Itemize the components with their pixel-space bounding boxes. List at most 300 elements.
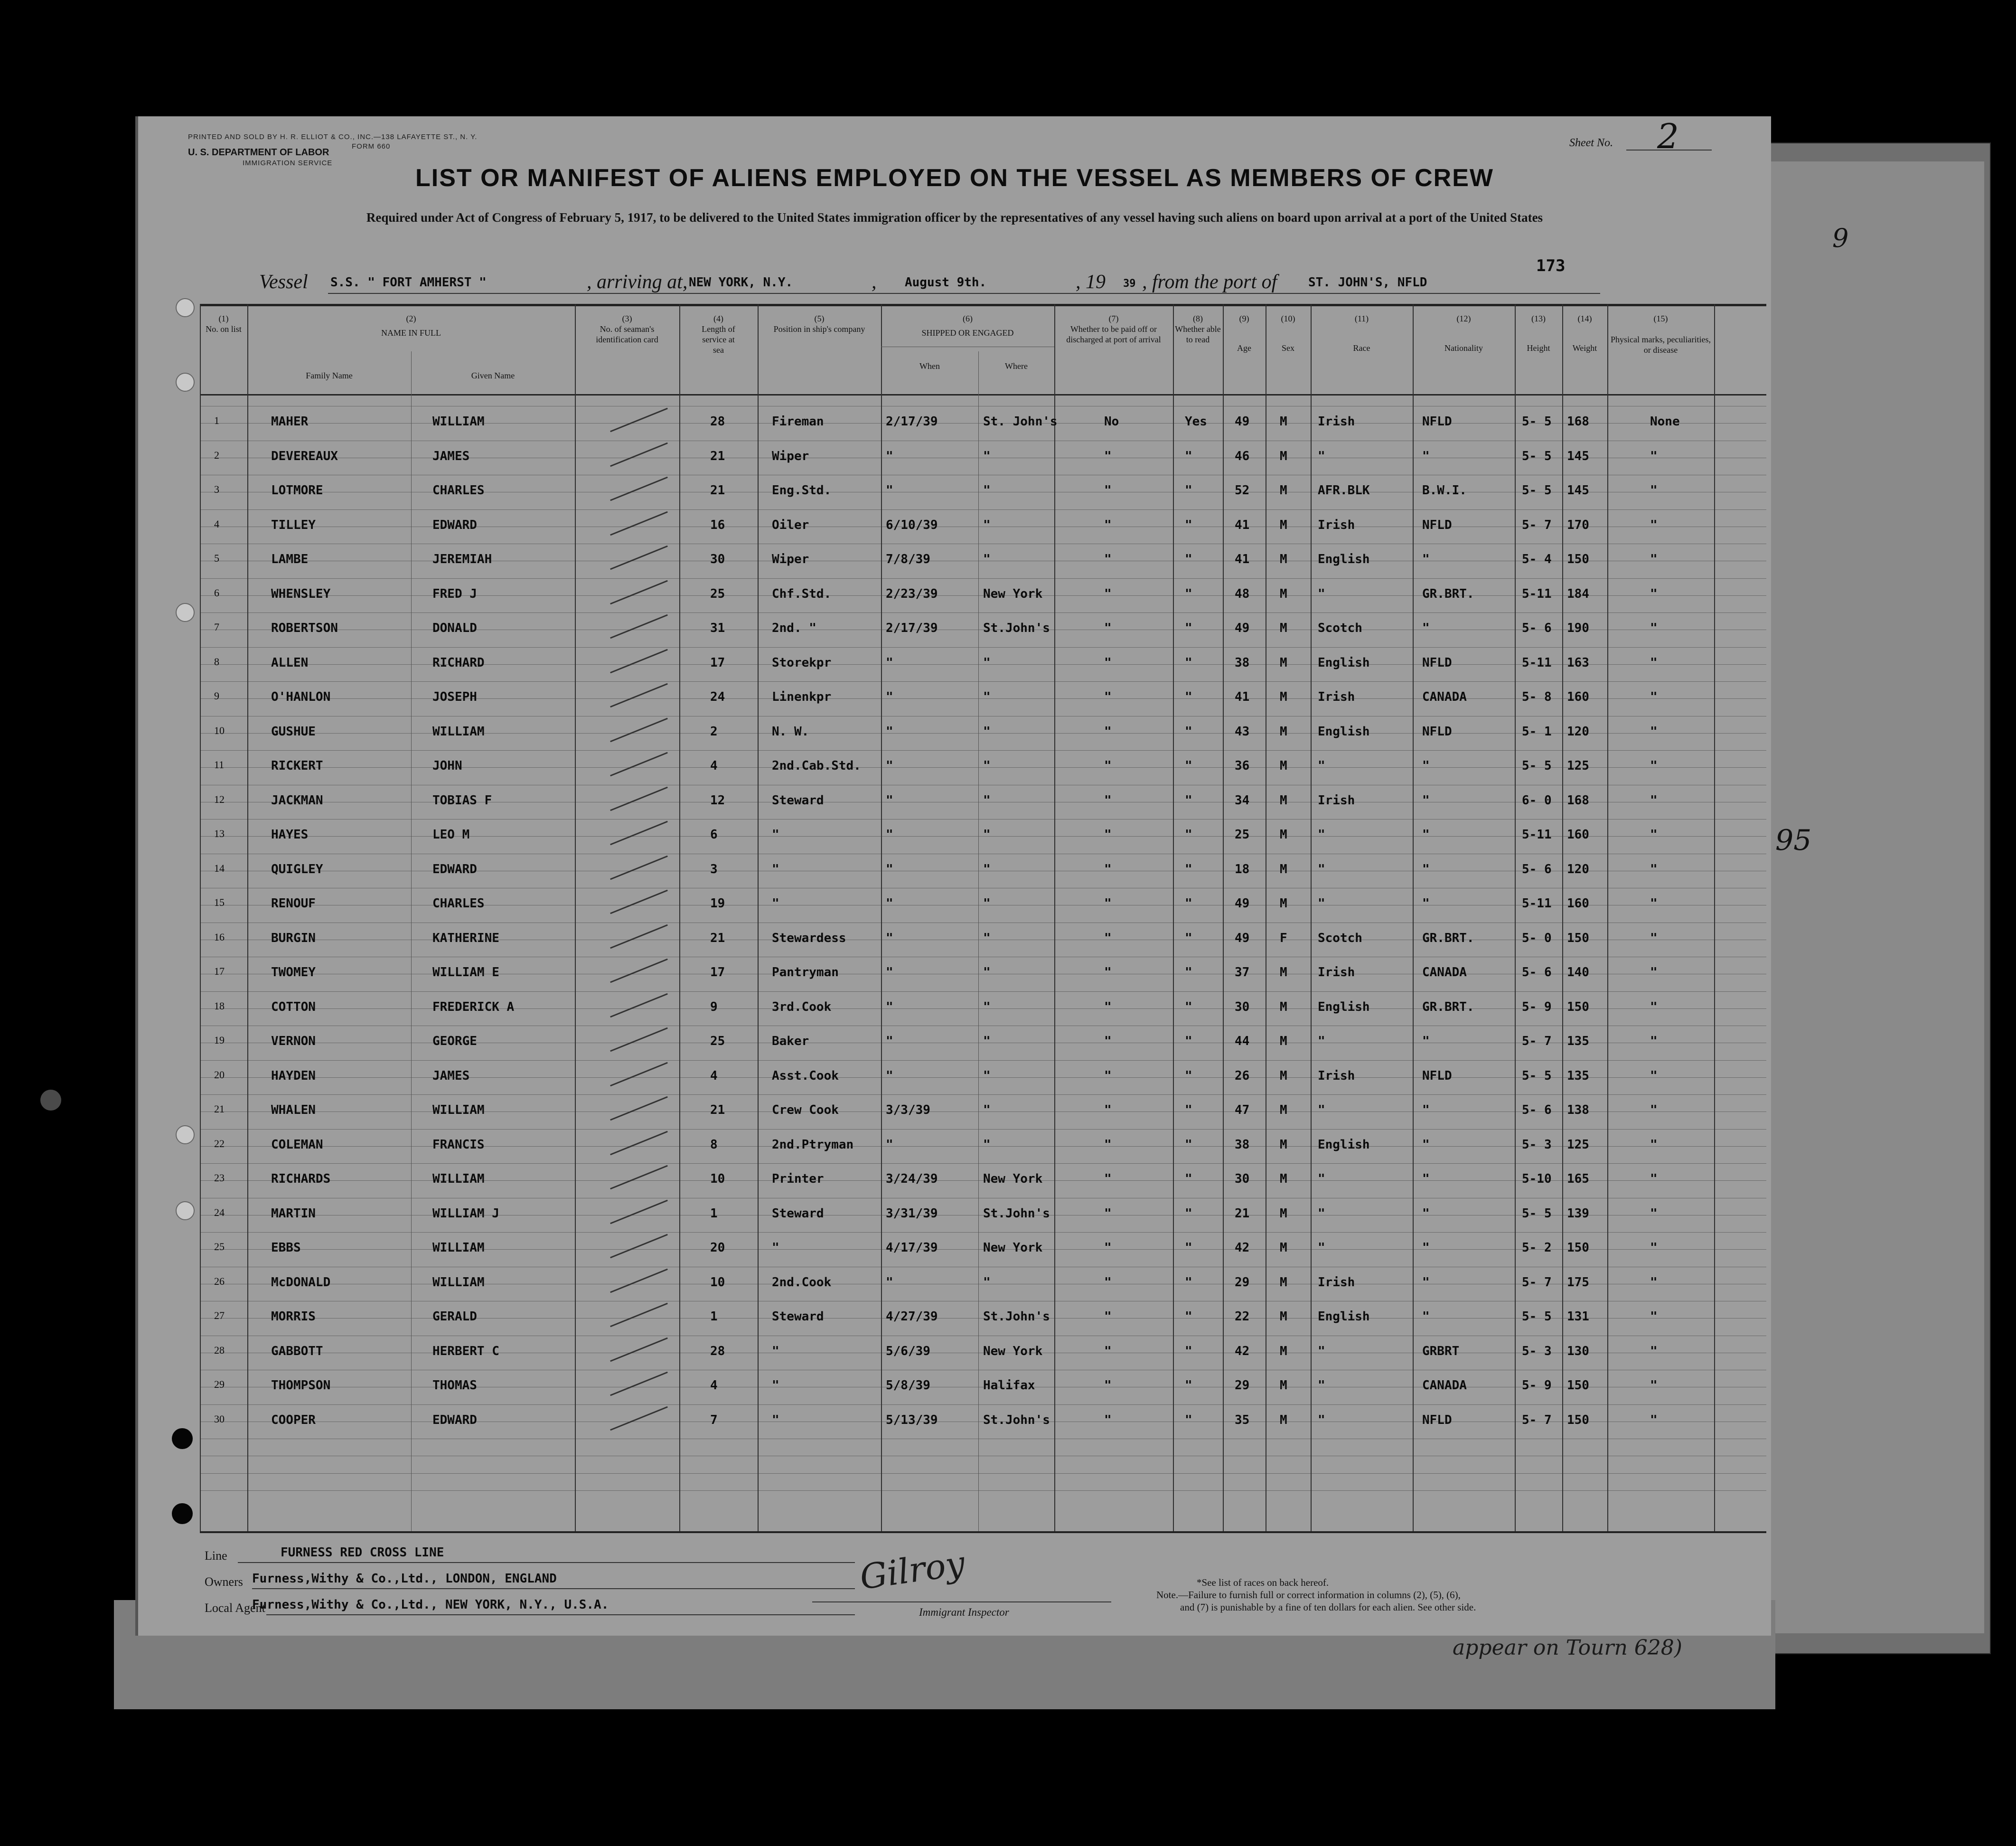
line-label: Line [205, 1549, 227, 1563]
manifest-number: 173 [1536, 256, 1566, 275]
able-to-read: Yes [1185, 414, 1207, 429]
height: 5- 2 [1522, 1241, 1552, 1255]
row-number: 12 [214, 793, 225, 805]
age: 42 [1235, 1344, 1250, 1358]
nationality: CANADA [1422, 1378, 1467, 1393]
col-13-num: (13) [1531, 314, 1546, 323]
nationality: " [1422, 1275, 1430, 1290]
row-number: 5 [214, 552, 219, 564]
race: " [1318, 1034, 1325, 1048]
family-name: GABBOTT [271, 1344, 323, 1358]
weight: 120 [1567, 724, 1589, 739]
shipped-when: 4/17/39 [886, 1241, 938, 1255]
nationality: NFLD [1422, 724, 1452, 739]
shipped-where: " [983, 449, 991, 463]
pencil-tick-mark [610, 890, 668, 914]
able-to-read: " [1185, 1275, 1192, 1290]
shipped-when: 2/17/39 [886, 414, 938, 429]
shipped-when: 4/27/39 [886, 1309, 938, 1324]
weight: 170 [1567, 518, 1589, 532]
col-10-num: (10) [1281, 314, 1295, 323]
punch-hole [176, 1201, 195, 1220]
agent-label: Local Agent [205, 1601, 265, 1615]
length-of-service: 4 [710, 1068, 718, 1083]
shipped-where: New York [983, 1344, 1043, 1358]
shipped-when: " [886, 828, 893, 842]
weight: 160 [1567, 828, 1589, 842]
col-border [1562, 304, 1563, 1531]
height: 5- 7 [1522, 1275, 1552, 1290]
given-name: WILLIAM [432, 724, 485, 739]
nationality: " [1422, 828, 1430, 842]
paid-off: " [1104, 621, 1112, 635]
ruled-line [200, 1163, 1766, 1164]
col-5-num: (5) [814, 314, 825, 323]
sex: M [1280, 1206, 1287, 1221]
from-port: ST. JOHN'S, NFLD [1308, 275, 1427, 290]
able-to-read: " [1185, 1172, 1192, 1186]
sex: M [1280, 999, 1287, 1014]
given-name: THOMAS [432, 1378, 477, 1393]
weight: 130 [1567, 1344, 1589, 1358]
race: Scotch [1318, 621, 1362, 635]
given-name: RICHARD [432, 655, 485, 670]
sheet-underline [1626, 150, 1712, 151]
sex: M [1280, 896, 1287, 911]
given-name: WILLIAM [432, 414, 485, 429]
nationality: " [1422, 1034, 1430, 1048]
nationality: " [1422, 449, 1430, 463]
length-of-service: 8 [710, 1137, 718, 1152]
paid-off: " [1104, 483, 1112, 498]
height: 5- 7 [1522, 1413, 1552, 1427]
race: Irish [1318, 518, 1355, 532]
physical-marks: " [1650, 1413, 1658, 1427]
note-fine: and (7) is punishable by a fine of ten dollars for each alien. See other side. [1180, 1601, 1476, 1613]
row-number: 20 [214, 1068, 225, 1081]
given-name: CHARLES [432, 483, 485, 498]
position: 2nd.Cook [772, 1275, 832, 1290]
col-13-label: Height [1527, 343, 1550, 353]
length-of-service: 17 [710, 655, 725, 670]
family-name: HAYDEN [271, 1068, 316, 1083]
able-to-read: " [1185, 1068, 1192, 1083]
page-subtitle: Required under Act of Congress of February 5, 1917, to be delivered to the United States immigration officer by the representatives of any vessel having such aliens on board upon arrival at a port of the United States [366, 210, 1543, 225]
given-name: WILLIAM [432, 1103, 485, 1117]
family-name: THOMPSON [271, 1378, 331, 1393]
height: 5- 4 [1522, 552, 1552, 566]
col-border [1311, 304, 1312, 1531]
length-of-service: 24 [710, 690, 725, 704]
family-name: MORRIS [271, 1309, 316, 1324]
shipped-where: St. John's [983, 414, 1058, 429]
sex: M [1280, 862, 1287, 876]
weight: 160 [1567, 896, 1589, 911]
weight: 168 [1567, 414, 1589, 429]
nationality: CANADA [1422, 965, 1467, 980]
pencil-tick-mark [610, 786, 668, 810]
ruled-line [200, 1094, 1766, 1095]
height: 5- 5 [1522, 483, 1552, 498]
weight: 145 [1567, 449, 1589, 463]
paid-off: " [1104, 1068, 1112, 1083]
shipped-where: " [983, 1034, 991, 1048]
signature-line [812, 1601, 1111, 1602]
race: Irish [1318, 414, 1355, 429]
row-number: 6 [214, 586, 219, 599]
sex: M [1280, 518, 1287, 532]
weight: 138 [1567, 1103, 1589, 1117]
physical-marks: " [1650, 1068, 1658, 1083]
col-8-num: (8) [1193, 314, 1203, 323]
sex: M [1280, 621, 1287, 635]
pencil-tick-mark [610, 1199, 668, 1224]
page-title: LIST OR MANIFEST OF ALIENS EMPLOYED ON THE VESSEL AS MEMBERS OF CREW [415, 164, 1494, 192]
position: Storekpr [772, 655, 832, 670]
department: U. S. DEPARTMENT OF LABOR [188, 147, 329, 158]
shipped-where: " [983, 518, 991, 532]
physical-marks: None [1650, 414, 1680, 429]
shipped-where: " [983, 724, 991, 739]
physical-marks: " [1650, 828, 1658, 842]
ruled-line [200, 1129, 1766, 1130]
row-number: 27 [214, 1309, 225, 1321]
col-9-header [1223, 313, 1266, 353]
race: AFR.BLK [1318, 483, 1370, 498]
col-9-num: (9) [1239, 314, 1249, 323]
shipped-where: " [983, 690, 991, 704]
race: English [1318, 1137, 1370, 1152]
position: Linenkpr [772, 690, 832, 704]
able-to-read: " [1185, 1309, 1192, 1324]
col-12-header [1413, 313, 1515, 353]
row-number: 1 [214, 414, 219, 426]
ruled-line [200, 509, 1766, 510]
ruled-line [200, 1473, 1766, 1474]
weight: 150 [1567, 999, 1589, 1014]
owners-underline [252, 1588, 855, 1589]
position: Steward [772, 1206, 824, 1221]
paid-off: " [1104, 1206, 1112, 1221]
nationality: GR.BRT. [1422, 999, 1474, 1014]
given-name: EDWARD [432, 1413, 477, 1427]
given-name: WILLIAM J [432, 1206, 499, 1221]
age: 49 [1235, 621, 1250, 635]
col-border [758, 304, 759, 1531]
row-number: 30 [214, 1413, 225, 1425]
race: " [1318, 1413, 1325, 1427]
able-to-read: " [1185, 483, 1192, 498]
able-to-read: " [1185, 655, 1192, 670]
nationality: NFLD [1422, 518, 1452, 532]
able-to-read: " [1185, 931, 1192, 945]
nationality: NFLD [1422, 655, 1452, 670]
paid-off: " [1104, 1275, 1112, 1290]
able-to-read: " [1185, 1378, 1192, 1393]
position: Crew Cook [772, 1103, 839, 1117]
weight: 125 [1567, 1137, 1589, 1152]
col-7-header [1054, 313, 1173, 345]
shipped-when: " [886, 896, 893, 911]
arriving-port: NEW YORK, N.Y. [689, 275, 793, 290]
family-name: RENOUF [271, 896, 316, 911]
pencil-tick-mark [610, 855, 668, 879]
punch-hole [40, 1090, 61, 1111]
col-3-num: (3) [622, 314, 632, 323]
family-name: HAYES [271, 828, 309, 842]
given-name: EDWARD [432, 862, 477, 876]
col-10-label: Sex [1282, 343, 1294, 353]
length-of-service: 1 [710, 1206, 718, 1221]
row-number: 4 [214, 518, 219, 530]
ruled-line [200, 1490, 1766, 1491]
weight: 190 [1567, 621, 1589, 635]
col-11-label: Race [1353, 343, 1370, 353]
col-9-label: Age [1237, 343, 1251, 353]
agent-underline [266, 1614, 855, 1615]
physical-marks: " [1650, 931, 1658, 945]
shipped-where-header: Where [1005, 361, 1028, 371]
ruled-line [200, 578, 1766, 579]
shipped-when: " [886, 1034, 893, 1048]
row-number: 8 [214, 655, 219, 668]
age: 41 [1235, 552, 1250, 566]
length-of-service: 6 [710, 828, 718, 842]
col-4-header [679, 313, 758, 355]
paid-off: " [1104, 690, 1112, 704]
age: 36 [1235, 759, 1250, 773]
race: " [1318, 896, 1325, 911]
pencil-tick-mark [610, 1062, 668, 1086]
col-11-num: (11) [1354, 314, 1369, 323]
height: 5- 5 [1522, 1309, 1552, 1324]
family-name-header: Family Name [306, 371, 353, 380]
paid-off: No [1104, 414, 1119, 429]
pencil-tick-mark [610, 442, 668, 466]
shipped-where: New York [983, 586, 1043, 601]
shipped-when: 5/8/39 [886, 1378, 930, 1393]
sex: M [1280, 965, 1287, 980]
length-of-service: 4 [710, 759, 718, 773]
length-of-service: 28 [710, 414, 725, 429]
height: 5- 9 [1522, 999, 1552, 1014]
given-name: LEO M [432, 828, 470, 842]
paid-off: " [1104, 1378, 1112, 1393]
col-2-header [247, 313, 575, 338]
age: 49 [1235, 931, 1250, 945]
service: IMMIGRATION SERVICE [243, 159, 333, 167]
note-failure: Note.—Failure to furnish full or correct information in columns (2), (5), (6), [1156, 1589, 1461, 1601]
col-15-num: (15) [1653, 314, 1668, 323]
sex: M [1280, 724, 1287, 739]
row-number: 7 [214, 621, 219, 633]
position: " [772, 1241, 779, 1255]
physical-marks: " [1650, 759, 1658, 773]
weight: 125 [1567, 759, 1589, 773]
race: English [1318, 552, 1370, 566]
col-border [1223, 304, 1224, 1531]
age: 46 [1235, 449, 1250, 463]
row-number: 17 [214, 965, 225, 977]
age: 29 [1235, 1275, 1250, 1290]
shipped-when: " [886, 999, 893, 1014]
given-name: FRED J [432, 586, 477, 601]
position: Wiper [772, 552, 809, 566]
height: 5- 5 [1522, 449, 1552, 463]
col-border [1515, 304, 1516, 1531]
shipped-when: 3/24/39 [886, 1172, 938, 1186]
able-to-read: " [1185, 1137, 1192, 1152]
nationality: CANADA [1422, 690, 1467, 704]
shipped-when: 5/13/39 [886, 1413, 938, 1427]
arriving-label: , arriving at, [587, 271, 688, 293]
punch-hole [176, 603, 195, 622]
pencil-tick-mark [610, 1303, 668, 1327]
family-name: VERNON [271, 1034, 316, 1048]
shipped-where: St.John's [983, 1309, 1050, 1324]
shipped-where: " [983, 793, 991, 808]
height: 5- 7 [1522, 1034, 1552, 1048]
pencil-tick-mark [610, 580, 668, 604]
col-12-num: (12) [1456, 314, 1471, 323]
ruled-line [200, 1232, 1766, 1233]
line-underline [238, 1562, 855, 1563]
paid-off: " [1104, 724, 1112, 739]
comma: , [872, 271, 877, 293]
pencil-tick-mark [610, 511, 668, 535]
given-name: TOBIAS F [432, 793, 492, 808]
pencil-tick-mark [610, 649, 668, 673]
family-name: COLEMAN [271, 1137, 323, 1152]
race: " [1318, 1344, 1325, 1358]
shipped-where: " [983, 931, 991, 945]
position: Pantryman [772, 965, 839, 980]
length-of-service: 3 [710, 862, 718, 876]
col-5-label: Position in ship's company [773, 324, 865, 334]
race: English [1318, 724, 1370, 739]
given-name: GEORGE [432, 1034, 477, 1048]
given-name: DONALD [432, 621, 477, 635]
ruled-line [200, 750, 1766, 751]
sex: M [1280, 449, 1287, 463]
physical-marks: " [1650, 862, 1658, 876]
arrival-date: August 9th. [905, 275, 987, 290]
punch-hole [172, 1428, 193, 1449]
able-to-read: " [1185, 621, 1192, 635]
ruled-line [200, 1404, 1766, 1405]
able-to-read: " [1185, 586, 1192, 601]
height: 5- 1 [1522, 724, 1552, 739]
shipped-where: " [983, 1137, 991, 1152]
col-14-label: Weight [1572, 343, 1597, 353]
able-to-read: " [1185, 1241, 1192, 1255]
position: Chf.Std. [772, 586, 832, 601]
given-name: FREDERICK A [432, 999, 515, 1014]
physical-marks: " [1650, 965, 1658, 980]
pencil-tick-mark [610, 821, 668, 845]
pencil-tick-mark [610, 1165, 668, 1189]
nationality: GR.BRT. [1422, 931, 1474, 945]
age: 38 [1235, 655, 1250, 670]
height: 5- 6 [1522, 862, 1552, 876]
shipped-when: 2/17/39 [886, 621, 938, 635]
row-number: 11 [214, 759, 225, 771]
age: 47 [1235, 1103, 1250, 1117]
sex: M [1280, 1275, 1287, 1290]
able-to-read: " [1185, 518, 1192, 532]
row-number: 24 [214, 1206, 225, 1218]
col-border [978, 351, 979, 1531]
paid-off: " [1104, 449, 1112, 463]
race: Irish [1318, 1275, 1355, 1290]
physical-marks: " [1650, 1241, 1658, 1255]
sex: M [1280, 655, 1287, 670]
sex: M [1280, 552, 1287, 566]
nationality: NFLD [1422, 414, 1452, 429]
length-of-service: 2 [710, 724, 718, 739]
col-12-label: Nationality [1444, 343, 1483, 353]
vessel-label: Vessel [259, 271, 308, 293]
col-8-header [1173, 313, 1223, 345]
paid-off: " [1104, 896, 1112, 911]
col-border [1173, 304, 1174, 1531]
weight: 150 [1567, 552, 1589, 566]
sex: M [1280, 1068, 1287, 1083]
age: 37 [1235, 965, 1250, 980]
family-name: TILLEY [271, 518, 316, 532]
paid-off: " [1104, 1241, 1112, 1255]
given-name: FRANCIS [432, 1137, 485, 1152]
punch-hole [176, 373, 195, 392]
age: 34 [1235, 793, 1250, 808]
ruled-line [200, 1060, 1766, 1061]
family-name: WHENSLEY [271, 586, 331, 601]
pencil-tick-mark [610, 683, 668, 707]
race: Irish [1318, 690, 1355, 704]
punch-hole [172, 1503, 193, 1524]
given-name: JAMES [432, 449, 470, 463]
shipped-when: 3/31/39 [886, 1206, 938, 1221]
sex: M [1280, 1137, 1287, 1152]
row-number: 16 [214, 931, 225, 943]
sex: M [1280, 1309, 1287, 1324]
shipped-where: Halifax [983, 1378, 1035, 1393]
paid-off: " [1104, 1137, 1112, 1152]
row-number: 3 [214, 483, 219, 495]
height: 6- 0 [1522, 793, 1552, 808]
shipped-when: 2/23/39 [886, 586, 938, 601]
shipped-when: " [886, 483, 893, 498]
height: 5-11 [1522, 828, 1552, 842]
weight: 140 [1567, 965, 1589, 980]
shipped-where: New York [983, 1172, 1043, 1186]
race: " [1318, 1172, 1325, 1186]
physical-marks: " [1650, 999, 1658, 1014]
row-number: 28 [214, 1344, 225, 1356]
length-of-service: 19 [710, 896, 725, 911]
family-name: O'HANLON [271, 690, 331, 704]
back-sheet-inner [1766, 161, 1984, 1633]
height: 5- 5 [1522, 414, 1552, 429]
physical-marks: " [1650, 1172, 1658, 1186]
col-border [200, 304, 201, 1531]
pencil-tick-mark [610, 1268, 668, 1292]
weight: 163 [1567, 655, 1589, 670]
able-to-read: " [1185, 828, 1192, 842]
family-name: DEVEREAUX [271, 449, 338, 463]
pencil-tick-mark [610, 752, 668, 776]
col-border [679, 304, 680, 1531]
